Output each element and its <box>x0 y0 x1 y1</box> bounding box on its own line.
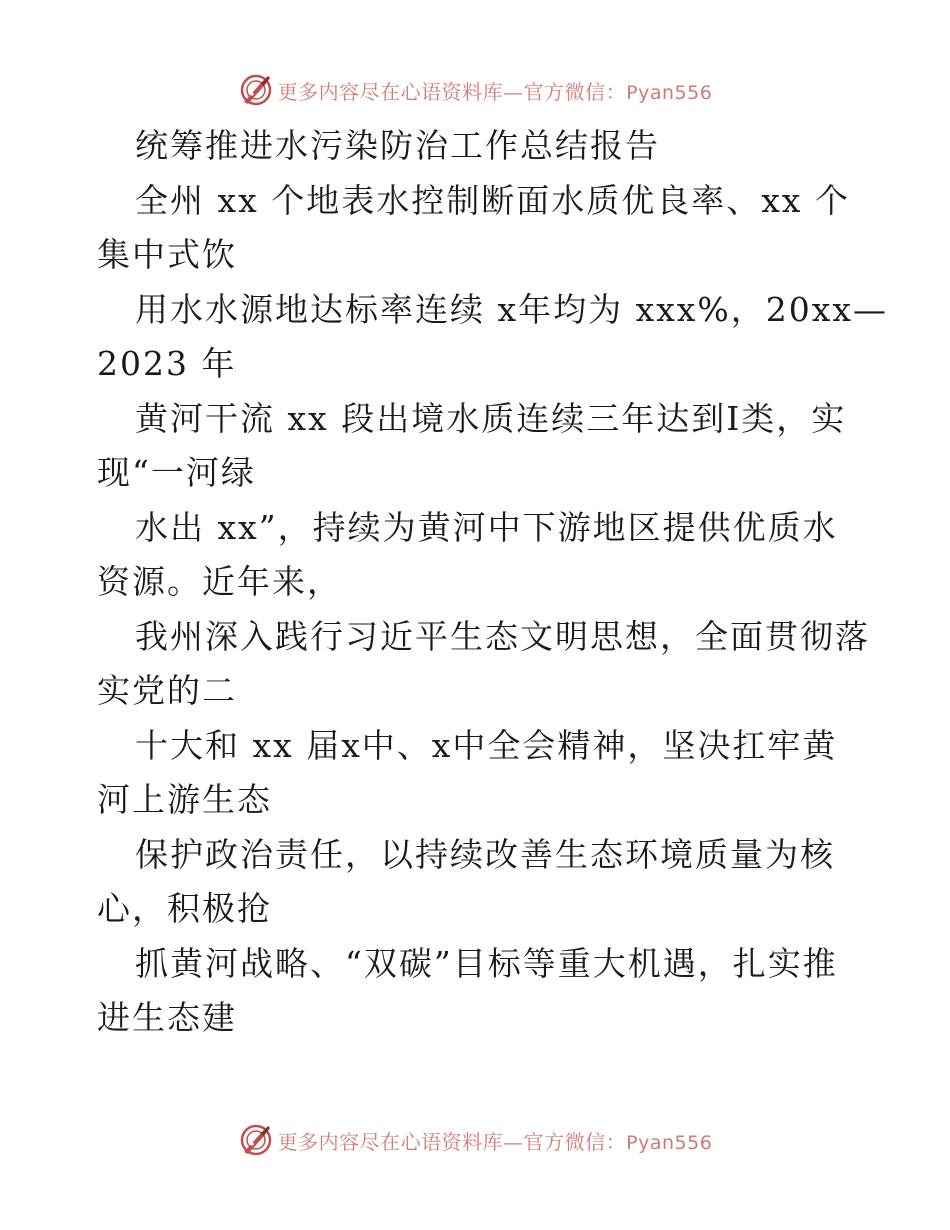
watermark-header <box>0 70 950 110</box>
document-line: 现“一河绿 <box>97 453 256 492</box>
document-line: 水出 xx”，持续为黄河中下游地区提供优质水 <box>135 507 838 547</box>
document-line: 黄河干流 xx 段出境水质连续三年达到Ⅰ类，实 <box>135 398 847 438</box>
pen-logo-icon <box>238 1122 274 1158</box>
watermark-text <box>278 76 713 105</box>
wechat-id: Pyan556 <box>626 81 713 104</box>
document-line: 资源。近年来， <box>97 562 342 601</box>
document-line: 实党的二 <box>97 671 237 710</box>
document-body <box>97 119 888 1046</box>
document-line: 全州 xx 个地表水控制断面水质优良率、xx 个 <box>135 180 850 220</box>
document-line: 十大和 xx 届x中、x中全会精神，坚决扛牢黄 <box>135 725 838 765</box>
document-line: 我州深入践行习近平生态文明思想，全面贯彻落 <box>135 616 870 656</box>
pen-logo-icon <box>238 72 274 108</box>
document-line: 保护政治责任，以持续改善生态环境质量为核 <box>135 834 835 874</box>
document-line: 心，积极抢 <box>97 889 272 928</box>
wechat-id: Pyan556 <box>626 1131 713 1154</box>
watermark-cn-text: 更多内容尽在心语资料库—官方微信： <box>277 1129 627 1154</box>
document-line: 集中式饮 <box>97 235 237 274</box>
watermark-footer <box>0 1120 950 1160</box>
watermark-cn-text: 更多内容尽在心语资料库—官方微信： <box>277 79 627 104</box>
document-line: 2023 年 <box>97 344 237 383</box>
document-line: 河上游生态 <box>97 780 272 819</box>
watermark-text <box>278 1126 713 1155</box>
document-line: 用水水源地达标率连续 x年均为 xxx%，20xx— <box>135 289 888 329</box>
document-line: 进生态建 <box>97 998 237 1037</box>
document-line: 统筹推进水污染防治工作总结报告 <box>135 126 660 165</box>
document-line: 抓黄河战略、“双碳”目标等重大机遇，扎实推 <box>135 943 838 983</box>
